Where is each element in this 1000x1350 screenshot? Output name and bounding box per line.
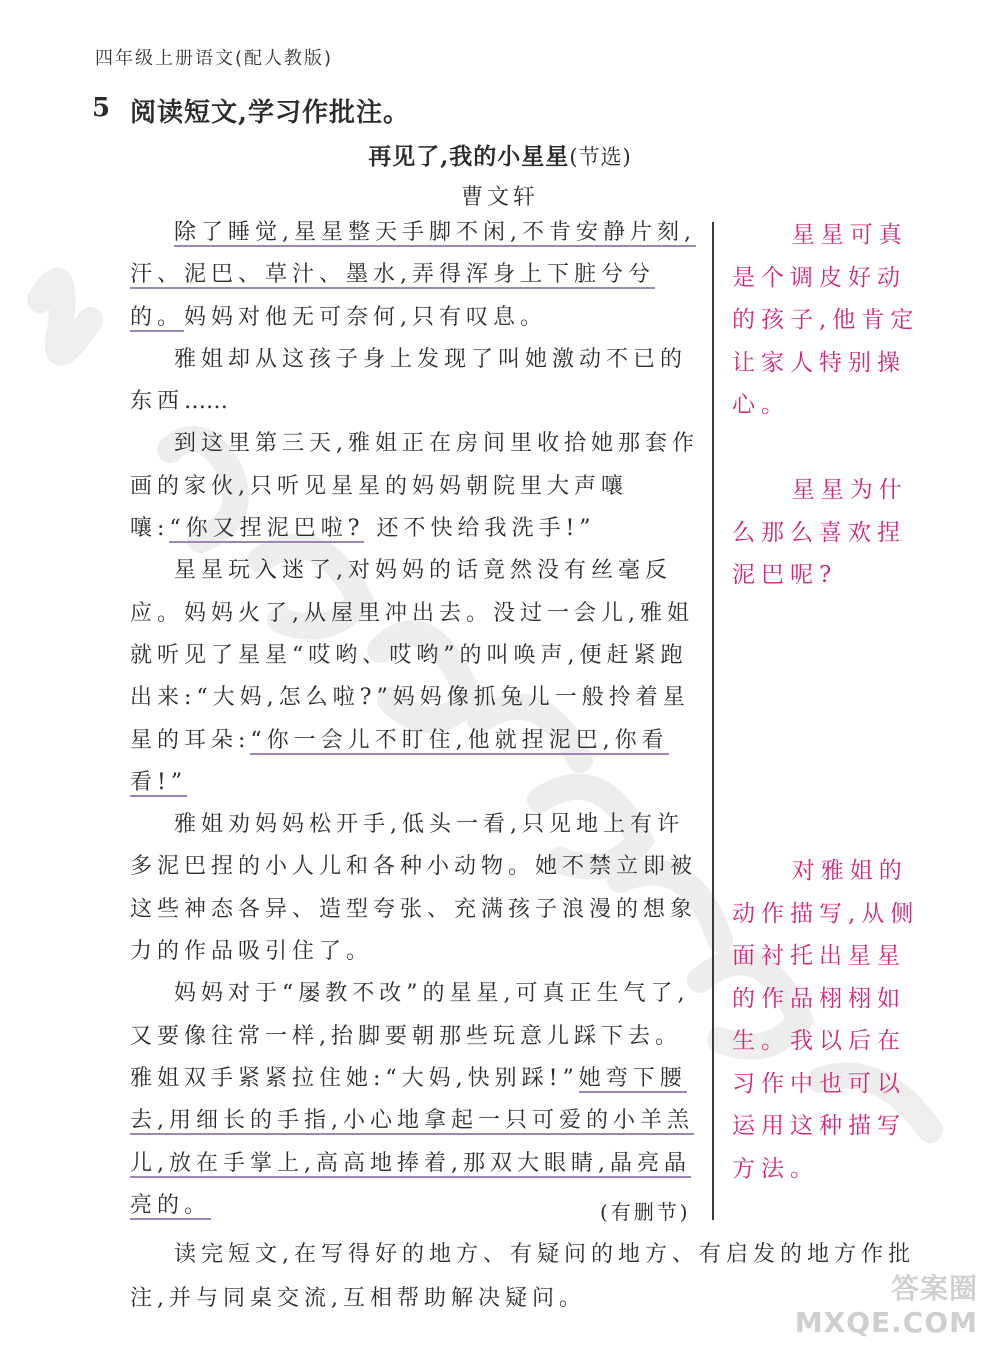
paragraph-text: 妈妈对他无可奈何,只有叹息。 [184, 304, 548, 330]
paragraph-text: 还不快给我洗手!” [376, 516, 596, 542]
instruction-text: 读完短文,在写得好的地方、有疑问的地方、有启发的地方作批注,并与同桌交流,互相帮助解决疑问。 [130, 1242, 915, 1311]
passage-title [0, 138, 1000, 171]
paragraph-5 [130, 804, 700, 973]
underlined-text: “你又捏泥巴啦? [169, 516, 365, 542]
watermark-line-1: 答案圈 [890, 1272, 978, 1305]
annotation-divider [712, 222, 714, 1220]
page-header: 四年级上册语文(配人教版) [95, 48, 334, 69]
question-number: 5 [92, 93, 111, 123]
question-title: 阅读短文,学习作批注。 [130, 98, 411, 128]
annotation-2 [732, 469, 932, 597]
underlined-text: 除了睡觉,星星整天手脚不闲,不肯安静片刻,汗、泥巴、草汁、墨水,弄得浑身上下脏兮兮的。 [130, 220, 696, 330]
passage-title-main: 再见了,我的小星星 [368, 143, 570, 170]
source-note: (有删节) [600, 1200, 691, 1224]
paragraph-text: 妈妈对于“屡教不改”的星星,可真正生气了,又要像往常一样,抬脚要朝那些玩意儿踩下去。雅姐双手紧紧拉住她:“大妈,快别踩!” [130, 981, 690, 1091]
annotation-1 [732, 214, 932, 427]
underlined-text: “你一会儿不盯住,他就捏泥巴,你看看!” [130, 727, 669, 795]
ellipsis: …… [184, 389, 229, 415]
paragraph-6 [130, 973, 700, 1227]
passage-title-note: (节选) [569, 145, 632, 169]
annotation-text: 星星可真是个调皮好动的孩子,他肯定让家人特别操心。 [732, 222, 920, 418]
paragraph-text: 星星玩入迷了,对妈妈的话竟然没有丝毫反应。妈妈火了,从屋里冲出去。没过一会儿,雅姐就听见了星星“哎哟、哎哟”的叫唤声,便赶紧跑出来:“大妈,怎么啦?”妈妈像抓兔儿一般拎着星星的耳朵: [130, 558, 694, 753]
author: 曹文轩 [460, 185, 539, 210]
watermark-line-2: MXQE.COM [794, 1306, 978, 1339]
paragraph-text: 到这里第三天,雅姐正在房间里收拾她那套作画的家伙,只听见星星的妈妈朝院里大声嚷嚷: [130, 431, 699, 542]
paragraph-4 [130, 550, 700, 804]
paragraph-2 [130, 339, 700, 424]
annotation-text: 对雅姐的动作描写,从侧面衬托出星星的作品栩栩如生。我以后在习作中也可以运用这种描写方法。 [732, 858, 920, 1182]
site-watermark-logo [795, 1272, 978, 1340]
paragraph-text: 雅姐却从这孩子身上发现了叫她激动不已的东西 [130, 346, 688, 415]
annotation-text: 星星为什么那么喜欢捏泥巴呢? [732, 477, 908, 588]
paragraph-3 [130, 423, 700, 550]
underlined-text: 她弯下腰去,用细长的手指,小心地拿起一只可爱的小羊羔儿,放在手掌上,高高地捧着,那双大眼睛,晶亮晶亮的。 [130, 1065, 694, 1218]
paragraph-text: 雅姐劝妈妈松开手,低头一看,只见地上有许多泥巴捏的小人儿和各种小动物。她不禁立即被这些神态各异、造型夸张、充满孩子浪漫的想象力的作品吸引住了。 [130, 812, 698, 965]
paragraph-1 [130, 212, 700, 339]
passage-body [130, 212, 700, 1227]
annotation-3 [732, 850, 932, 1190]
